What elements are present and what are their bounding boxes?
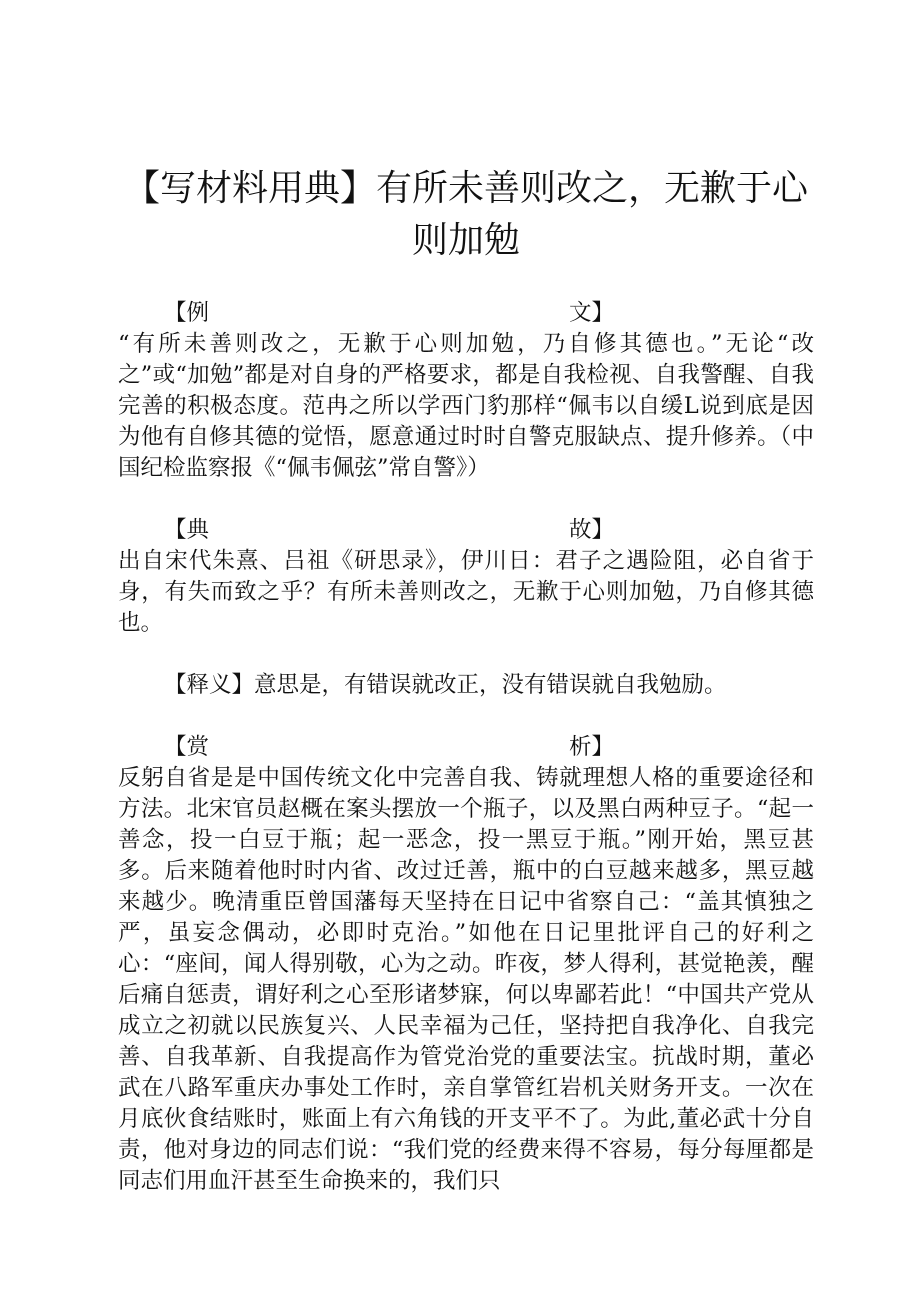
- example-heading: [118, 298, 814, 329]
- example-section: [118, 298, 814, 484]
- analysis-heading: [118, 732, 814, 763]
- example-heading-left: 【例: [164, 300, 210, 326]
- example-body: “有所未善则改之，无歉于心则加勉，乃自修其德也。”无论“改之”或“加勉”都是对自身的严格要求，都是自我检视、自我警醒、自我完善的积极态度。范冉之所以学西门豹那样“佩韦以自缓L说到底是因为他有自修其德的觉悟，愿意通过时时自警克服缺点、提升修养。（中国纪检监察报《“佩韦佩弦”常自警》）: [118, 331, 814, 481]
- source-section: [118, 515, 814, 639]
- document-page: [118, 0, 814, 1197]
- meaning-section: [118, 670, 814, 701]
- example-heading-right: 文】: [568, 300, 614, 326]
- analysis-heading-right: 析】: [568, 734, 614, 760]
- document-title: 【写材料用典】有所未善则改之，无歉于心则加勉: [123, 168, 808, 261]
- source-heading-left: 【典: [164, 517, 210, 543]
- analysis-heading-left: 【赏: [164, 734, 210, 760]
- source-heading-right: 故】: [568, 517, 614, 543]
- meaning-text: 【释义】意思是，有错误就改正，没有错误就自我勉励。: [164, 672, 727, 698]
- analysis-section: [118, 732, 814, 1197]
- source-heading: [118, 515, 814, 546]
- analysis-body: 反躬自省是是中国传统文化中完善自我、铸就理想人格的重要途径和方法。北宋官员赵概在案头摆放一个瓶子，以及黑白两种豆子。“起一善念，投一白豆于瓶；起一恶念，投一黑豆于瓶。”刚开始，黑豆甚多。后来随着他时时内省、改过迁善，瓶中的白豆越来越多，黑豆越来越少。晚清重臣曾国藩每天坚持在日记中省察自己：“盖其慎独之严，虽妄念偶动，必即时克治。”如他在日记里批评自己的好利之心：“座间，闻人得别敬，心为之动。昨夜，梦人得利，甚觉艳羡，醒后痛自惩责，谓好利之心至形诸梦寐，何以卑鄙若此！“中国共产党从成立之初就以民族复兴、人民幸福为己任，坚持把自我净化、自我完善、自我革新、自我提高作为管党治党的重要法宝。抗战时期，董必武在八路军重庆办事处工作时，亲自掌管红岩机关财务开支。一次在月底伙食结账时，账面上有六角钱的开支平不了。为此,董必武十分自责，他对身边的同志们说：“我们党的经费来得不容易，每分每厘都是同志们用血汗甚至生命换来的，我们只: [118, 765, 814, 1194]
- source-body: 出自宋代朱熹、吕祖《研思录》，伊川日：君子之遇险阻，必自省于身，有失而致之乎？有所未善则改之，无歉于心则加勉，乃自修其德也。: [118, 548, 814, 636]
